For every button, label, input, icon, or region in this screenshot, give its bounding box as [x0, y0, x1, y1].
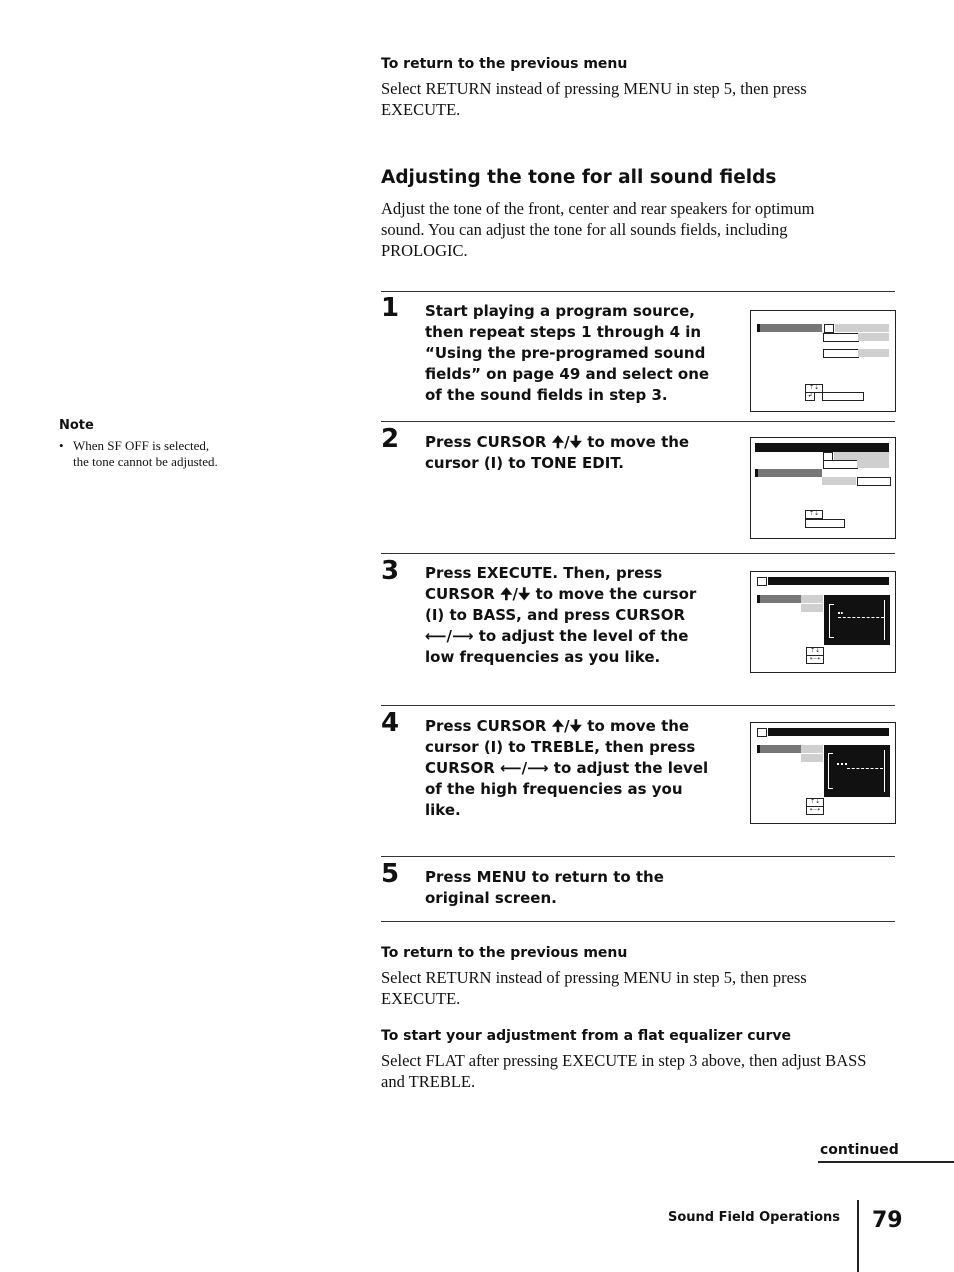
cursor-bar — [755, 469, 822, 477]
note-line-1: When SF OFF is selected, — [73, 438, 210, 453]
menu-row — [834, 452, 889, 460]
return-heading-bottom: To return to the previous menu — [381, 945, 628, 961]
title-bar — [768, 728, 889, 736]
flat-heading: To start your adjustment from a flat equalizer curve — [381, 1028, 792, 1044]
step-3-text — [425, 563, 717, 668]
menu-field — [858, 349, 889, 357]
footer-divider — [857, 1200, 859, 1272]
cursor-bar — [757, 324, 822, 332]
step-4-b: to move the cursor (I) to TREBLE, then press CURSOR — [425, 717, 696, 777]
eq-graph — [824, 745, 890, 797]
step-number: 3 — [381, 556, 400, 586]
status-field — [805, 519, 845, 528]
step-2-text — [425, 432, 715, 474]
step-divider — [381, 421, 895, 422]
leftright-arrows-icon: ⇠⇢ — [806, 806, 824, 815]
updown-arrows-icon: ⇡⇣ — [806, 647, 824, 656]
cursor-marker — [757, 745, 760, 753]
eq-curve — [847, 768, 883, 770]
eq-axis — [884, 600, 885, 640]
menu-field — [801, 745, 823, 753]
step-4-text — [425, 716, 717, 821]
cursor-marker — [755, 469, 758, 477]
updown-arrows-icon: ⇡⇣ — [805, 510, 823, 519]
speaker-icon — [757, 577, 767, 586]
eq-curve — [838, 617, 884, 619]
menu-screen-2 — [750, 437, 896, 539]
step-number: 1 — [381, 293, 400, 323]
eq-axis — [884, 750, 885, 792]
eq-level — [837, 763, 847, 769]
updown-arrows-icon: ⇡⇣ — [805, 384, 823, 393]
step-4-a: Press CURSOR — [425, 717, 552, 735]
execute-icon: ↲ — [805, 392, 815, 401]
section-footer: Sound Field Operations — [668, 1210, 841, 1225]
note-line-2: the tone cannot be adjusted. — [73, 454, 218, 469]
title-bar — [768, 577, 889, 585]
section-title: Adjusting the tone for all sound fields — [381, 167, 777, 188]
up-down-arrow-icon: 🠉/🠋 — [551, 433, 583, 451]
tone-screen-4 — [750, 722, 896, 824]
up-down-arrow-icon: 🠉/🠋 — [551, 717, 583, 735]
step-1-text: Start playing a program source, then repeat steps 1 through 4 in “Using the pre-programed sound fields” on page 49 and select one of the sound fields in step 3. — [425, 302, 710, 404]
up-down-arrow-icon: 🠉/🠋 — [500, 585, 531, 603]
cursor-marker — [757, 324, 760, 332]
speaker-icon — [757, 728, 767, 737]
note-text — [73, 438, 218, 470]
menu-field — [801, 604, 823, 612]
step-number: 4 — [381, 708, 400, 738]
menu-field — [801, 595, 823, 603]
return-text-bottom: Select RETURN instead of pressing MENU in step 5, then press EXECUTE. — [381, 968, 807, 1008]
eq-bracket — [829, 604, 834, 638]
updown-arrows-icon: ⇡⇣ — [806, 798, 824, 807]
treble-cursor-bar — [757, 745, 801, 753]
menu-field — [823, 460, 858, 469]
step-divider — [381, 856, 895, 857]
step-divider — [381, 921, 895, 922]
step-number: 5 — [381, 859, 400, 889]
step-2-pre: Press CURSOR — [425, 433, 552, 451]
section-intro: Adjust the tone of the front, center and rear speakers for optimum sound. You can adjust the tone for all sounds fields, including PROLOGIC. — [381, 199, 815, 260]
bullet-mark: • — [59, 438, 64, 453]
note-bullet — [59, 438, 64, 454]
menu-field — [857, 477, 891, 486]
bass-cursor-bar — [757, 595, 801, 603]
cursor-marker — [757, 595, 760, 603]
menu-field — [801, 754, 823, 762]
tone-screen-3 — [750, 571, 896, 673]
step-3-a: Press EXECUTE. Then, press CURSOR — [425, 564, 663, 603]
step-divider — [381, 705, 895, 706]
menu-field — [822, 477, 856, 485]
step-4-c: to adjust the level of the high frequencies as you like. — [425, 759, 709, 819]
status-field — [822, 392, 864, 401]
note-title: Note — [59, 418, 94, 433]
leftright-arrows-icon: ⇠⇢ — [806, 655, 824, 664]
eq-bracket — [828, 753, 833, 789]
return-text-top: Select RETURN instead of pressing MENU in step 5, then press EXECUTE. — [381, 79, 807, 119]
return-heading-top: To return to the previous menu — [381, 56, 628, 72]
menu-field — [823, 333, 859, 342]
left-right-arrow-icon: ⟵/⟶ — [425, 627, 474, 645]
step-3-b: to move the cursor (I) to BASS, and press CURSOR — [425, 585, 697, 624]
page-number: 79 — [872, 1208, 903, 1233]
continued-label: continued — [820, 1142, 899, 1158]
menu-screen-1 — [750, 310, 896, 412]
title-bar — [755, 443, 889, 452]
menu-field — [858, 333, 889, 341]
speaker-icon — [824, 324, 834, 333]
menu-field — [857, 460, 889, 468]
step-number: 2 — [381, 424, 400, 454]
left-right-arrow-icon: ⟵/⟶ — [500, 759, 549, 777]
menu-row — [835, 324, 889, 332]
continued-rule — [818, 1161, 954, 1163]
step-divider — [381, 553, 895, 554]
step-3-c: to adjust the level of the low frequencies as you like. — [425, 627, 689, 666]
menu-field — [823, 349, 859, 358]
step-2-post: to move the cursor (I) to TONE EDIT. — [425, 433, 690, 472]
flat-text: Select FLAT after pressing EXECUTE in step 3 above, then adjust BASS and TREBLE. — [381, 1051, 867, 1091]
step-5-text: Press MENU to return to the original screen. — [425, 868, 664, 907]
step-divider — [381, 291, 895, 292]
